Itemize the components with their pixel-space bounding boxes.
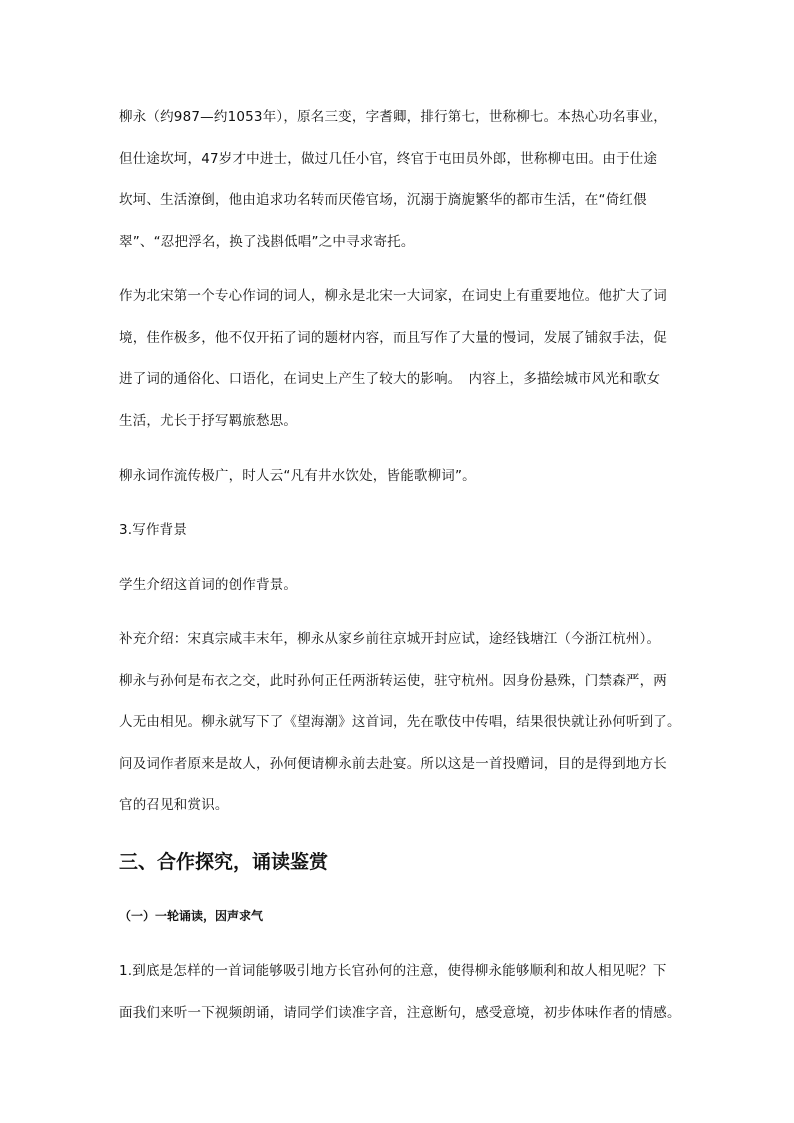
text-line: 境，佳作极多，他不仅开拓了词的题材内容，而且写作了大量的慢词，发展了铺叙手法，促 (119, 329, 667, 346)
text-line: 柳永（约987—约1053年），原名三变，字耆卿，排行第七，世称柳七。本热心功名事业， (119, 109, 667, 125)
text-line: 但仕途坎坷，47岁才中进士，做过几任小官，终官于屯田员外郎，世称柳屯田。由于仕途 (119, 150, 658, 167)
text-line: 生活，尤长于抒写羁旅愁思。 (119, 412, 298, 429)
text-line: 进了词的通俗化、口语化，在词史上产生了较大的影响。 内容上，多描绘城市风光和歌女 (119, 371, 661, 387)
section-title-writing-background (119, 510, 679, 552)
text-line: 问及词作者原来是故人，孙何便请柳永前去赴宴。所以这是一首投赠词，目的是得到地方长 (119, 755, 667, 772)
paragraph-popularity (119, 456, 679, 498)
paragraph-intro-task (119, 565, 679, 607)
paragraph-literary-status (119, 276, 679, 442)
text-line: 翠”、“忍把浮名，换了浅斟低唱”之中寻求寄托。 (119, 233, 415, 250)
text-line: 面我们来听一下视频朗诵，请同学们读准字音，注意断句，感受意境，初步体味作者的情感。 (119, 1004, 681, 1021)
paragraph-supplement (119, 619, 679, 827)
text-line: 3.写作背景 (119, 522, 188, 538)
text-line: 柳永词作流传极广，时人云“凡有井水饮处，皆能歌柳词”。 (119, 468, 476, 484)
paragraph-author-bio (119, 97, 679, 263)
text-line: 官的召见和赏识。 (119, 797, 229, 813)
text-line: 学生介绍这首词的创作背景。 (119, 577, 298, 593)
text-line: 坎坷、生活潦倒，他由追求功名转而厌倦官场，沉溺于旖旎繁华的都市生活，在“倚红偎 (119, 192, 647, 208)
text-line: 作为北宋第一个专心作词的词人，柳永是北宋一大词家，在词史上有重要地位。他扩大了词 (119, 288, 667, 304)
heading-sub1: （一）一轮诵读，因声求气 (119, 909, 264, 923)
text-line: 1.到底是怎样的一首词能够吸引地方长官孙何的注意，使得柳永能够顺利和故人相见呢？下 (119, 963, 667, 979)
paragraph-question1 (119, 951, 679, 1034)
text-line: 柳永与孙何是布衣之交，此时孙何正任两浙转运使，驻守杭州。因身份悬殊，门禁森严，两 (119, 672, 667, 689)
text-line: 人无由相见。柳永就写下了《望海潮》这首词，先在歌伎中传唱，结果很快就让孙何听到了。 (119, 714, 681, 730)
heading-part3: 三、合作探究，诵读鉴赏 (119, 851, 329, 873)
text-line: 补充介绍：宋真宗咸丰末年，柳永从家乡前往京城开封应试，途经钱塘江（今浙江杭州）。 (119, 631, 661, 647)
